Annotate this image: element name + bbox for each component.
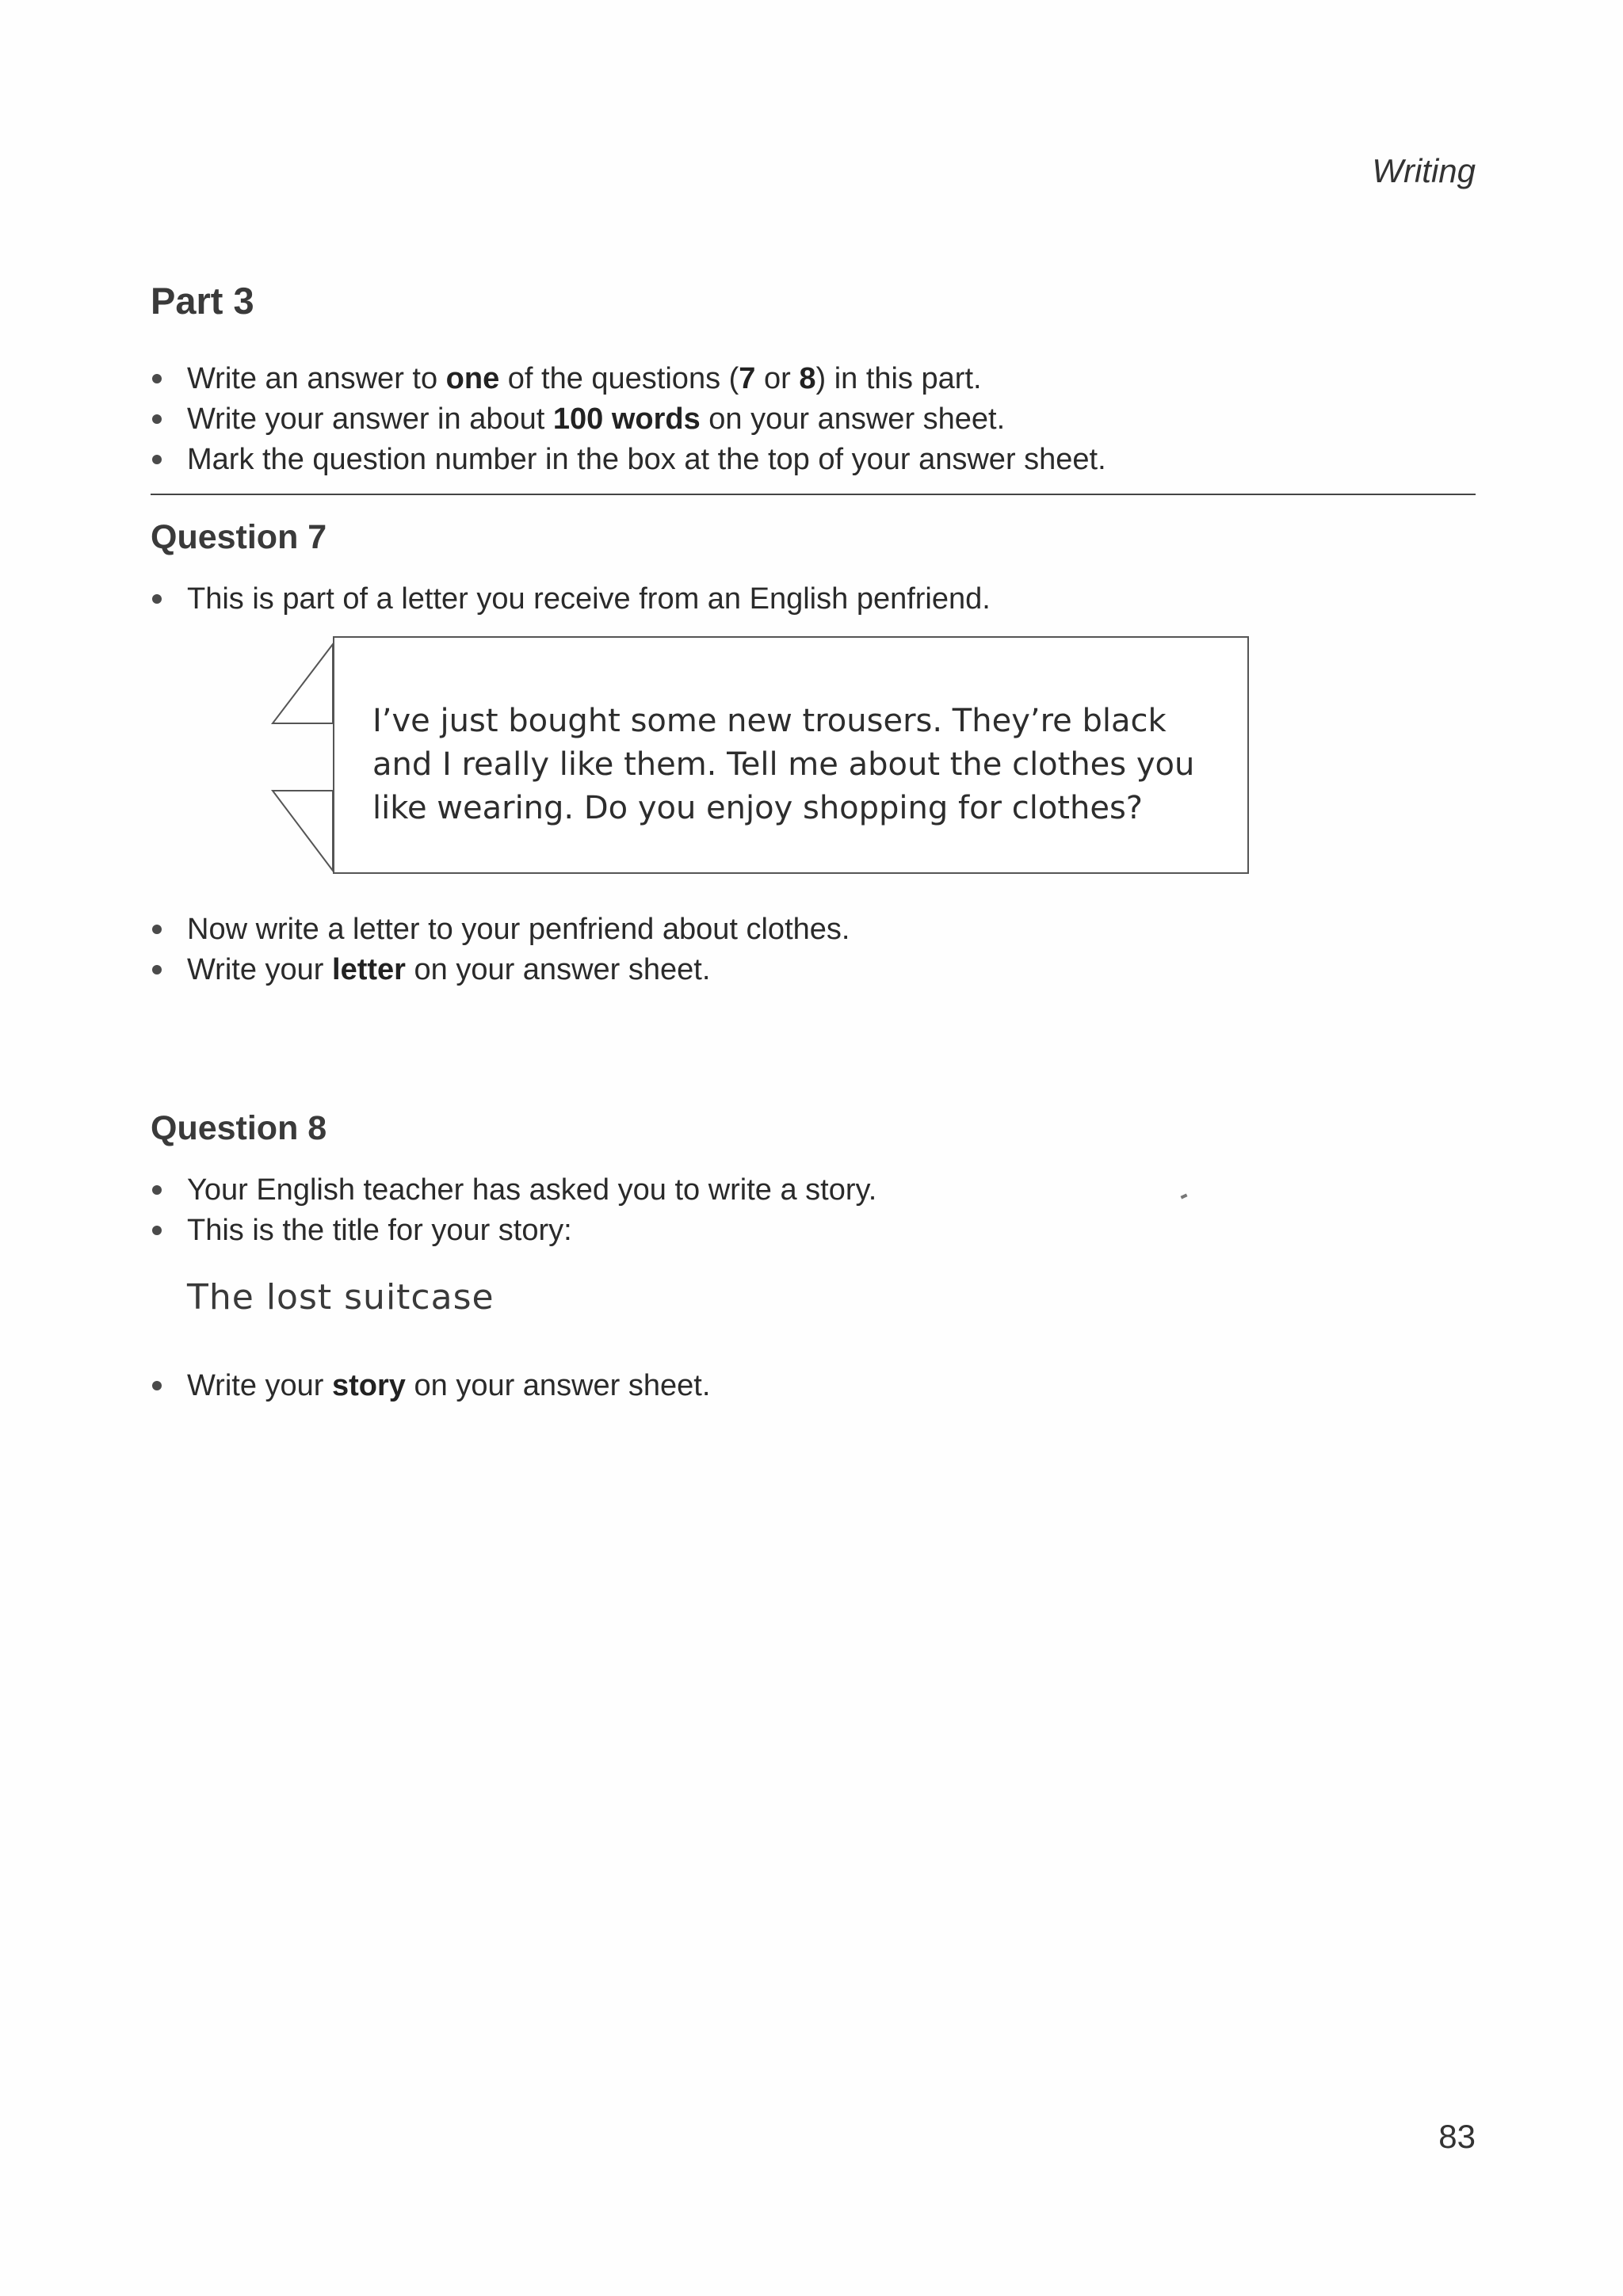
question-7-task-list xyxy=(151,910,850,990)
question-7-title: Question 7 xyxy=(151,518,327,556)
letter-line: I’ve just bought some new trousers. They’re black xyxy=(372,703,1167,739)
bullet-icon xyxy=(152,1226,162,1235)
bullet-icon xyxy=(152,374,162,383)
instruction-item: Now write a letter to your penfriend about clothes. xyxy=(151,910,850,950)
instruction-item: Write an answer to one of the questions (7 or 8) in this part. xyxy=(151,359,1106,399)
part-instructions xyxy=(151,359,1106,480)
bullet-icon xyxy=(152,414,162,424)
instruction-item: This is the title for your story: xyxy=(151,1211,876,1251)
letter-line: like wearing. Do you enjoy shopping for clothes? xyxy=(372,790,1144,826)
section-divider xyxy=(151,494,1476,495)
bullet-icon xyxy=(152,925,162,934)
penfriend-letter-box xyxy=(333,636,1249,874)
part-title: Part 3 xyxy=(151,280,254,322)
question-8-intro-list xyxy=(151,1170,876,1251)
bullet-icon xyxy=(152,594,162,604)
page-number: 83 xyxy=(1438,2118,1476,2155)
instruction-item: This is part of a letter you receive from an English penfriend. xyxy=(151,579,991,620)
instruction-item: Your English teacher has asked you to write a story. xyxy=(151,1170,876,1211)
instruction-item: Write your answer in about 100 words on your answer sheet. xyxy=(151,399,1106,440)
story-title: The lost suitcase xyxy=(187,1277,495,1318)
question-8-title: Question 8 xyxy=(151,1109,327,1147)
instruction-item: Write your letter on your answer sheet. xyxy=(151,950,850,990)
question-8-task-list xyxy=(151,1366,710,1406)
penfriend-letter-text xyxy=(372,700,1228,830)
bullet-icon xyxy=(152,1185,162,1195)
bullet-icon xyxy=(152,1381,162,1390)
bullet-icon xyxy=(152,965,162,974)
running-head: Writing xyxy=(1372,152,1476,189)
question-7-intro-list xyxy=(151,579,991,620)
letter-fold-icon xyxy=(269,636,336,874)
bullet-icon xyxy=(152,455,162,464)
instruction-item: Write your story on your answer sheet. xyxy=(151,1366,710,1406)
instruction-item: Mark the question number in the box at the top of your answer sheet. xyxy=(151,440,1106,480)
scan-mark xyxy=(1181,1193,1188,1199)
letter-line: and I really like them. Tell me about the clothes you xyxy=(372,746,1195,783)
